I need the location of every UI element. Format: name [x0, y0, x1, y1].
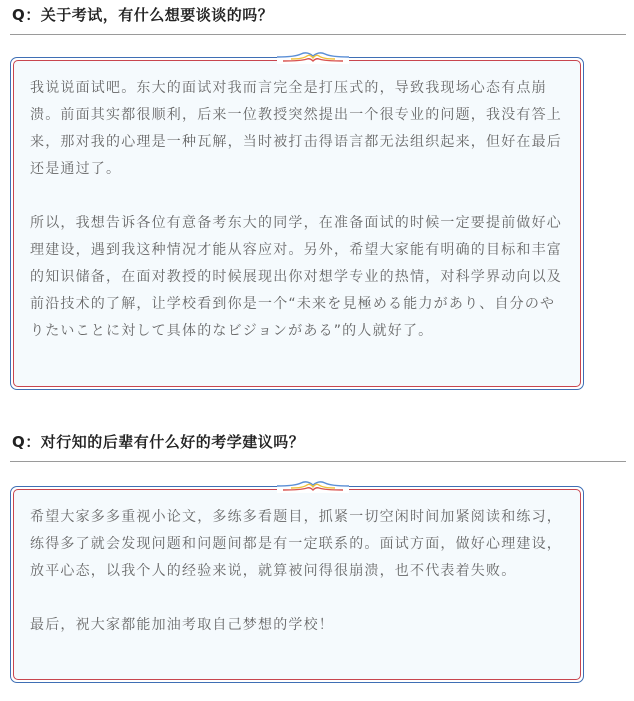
- question-heading-1: Q：关于考试，有什么想要谈谈的吗？: [12, 6, 274, 24]
- answer-card-inner-2: [13, 489, 581, 680]
- answer-paragraph-1-1: 我说说面试吧。东大的面试对我而言完全是打压式的，导致我现场心态有点崩溃。前面其实都很顺利，后来一位教授突然提出一个很专业的问题，我没有答上来，那对我的心理是一种瓦解，当时被打击得语言都无法组织起来，但好在最后还是通过了。: [30, 80, 562, 177]
- answer-card-1: [10, 57, 584, 390]
- ribbon-ornament-icon: [277, 50, 349, 64]
- answer-text-2: [30, 504, 566, 639]
- answer-paragraph-1-2: 所以，我想告诉各位有意备考东大的同学，在准备面试的时候一定要提前做好心理建设，遇到我这种情况才能从容应对。另外，希望大家能有明确的目标和丰富的知识储备，在面对教授的时候展现出你对想学专业的热情，对科学界动向以及前沿技术的了解，让学校看到你是一个“未来を見極める能力があり、自分のやりたいことに対して具体的なビジョンがある”的人就好了。: [30, 215, 562, 339]
- answer-paragraph-2-2: 最后，祝大家都能加油考取自己梦想的学校！: [30, 617, 334, 633]
- answer-card-inner-1: [13, 60, 581, 387]
- answer-card-2: [10, 486, 584, 683]
- section-divider-1: [10, 34, 626, 35]
- section-divider-2: [10, 461, 626, 462]
- ribbon-ornament-icon: [277, 479, 349, 493]
- answer-text-1: [30, 75, 566, 345]
- answer-paragraph-2-1: 希望大家多多重视小论文，多练多看题目，抓紧一切空闲时间加紧阅读和练习，练得多了就会发现问题和问题间都是有一定联系的。面试方面，做好心理建设，放平心态，以我个人的经验来说，就算被问得很崩溃，也不代表着失败。: [30, 509, 562, 579]
- question-heading-2: Q：对行知的后辈有什么好的考学建议吗？: [12, 433, 305, 451]
